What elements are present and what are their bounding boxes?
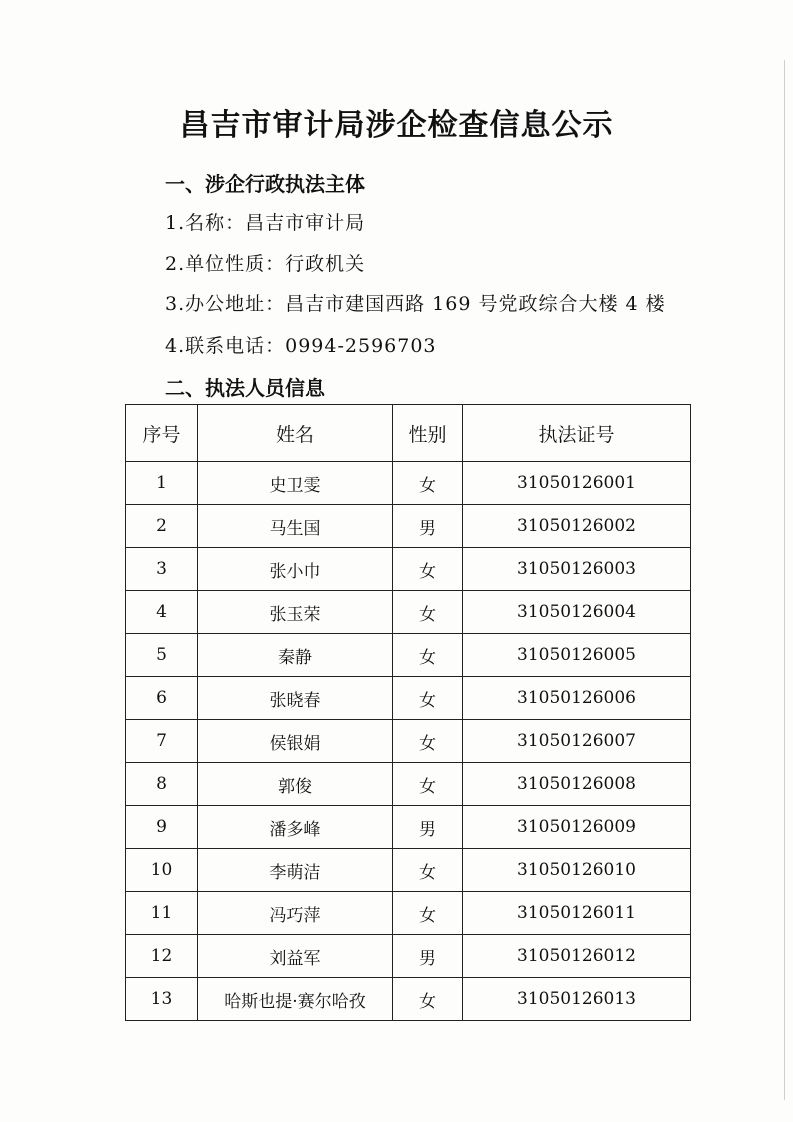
cell-name: 侯银娟: [198, 720, 393, 763]
cell-license-number: 31050126008: [463, 763, 691, 806]
cell-license-number: 31050126005: [463, 634, 691, 677]
cell-index: 13: [126, 978, 198, 1021]
table-row: [126, 591, 691, 634]
cell-gender: 女: [393, 634, 463, 677]
cell-index: 7: [126, 720, 198, 763]
cell-license-number: 31050126006: [463, 677, 691, 720]
table-header-row: [126, 405, 691, 462]
table-row: [126, 806, 691, 849]
table-row: [126, 505, 691, 548]
cell-index: 8: [126, 763, 198, 806]
info-contact-phone: 4.联系电话：0994-2596703: [165, 335, 437, 357]
table-row: [126, 548, 691, 591]
table-row: [126, 677, 691, 720]
cell-index: 6: [126, 677, 198, 720]
cell-license-number: 31050126009: [463, 806, 691, 849]
header-gender: 性别: [393, 405, 463, 462]
cell-name: 刘益军: [198, 935, 393, 978]
header-license-number: 执法证号: [463, 405, 691, 462]
cell-index: 1: [126, 462, 198, 505]
cell-gender: 男: [393, 806, 463, 849]
table-row: [126, 892, 691, 935]
info-name: 1.名称：昌吉市审计局: [165, 212, 366, 234]
cell-license-number: 31050126003: [463, 548, 691, 591]
cell-index: 5: [126, 634, 198, 677]
cell-license-number: 31050126002: [463, 505, 691, 548]
cell-name: 郭俊: [198, 763, 393, 806]
cell-license-number: 31050126012: [463, 935, 691, 978]
table-row: [126, 634, 691, 677]
cell-gender: 女: [393, 978, 463, 1021]
cell-name: 张玉荣: [198, 591, 393, 634]
cell-gender: 女: [393, 849, 463, 892]
cell-name: 哈斯也提·赛尔哈孜: [198, 978, 393, 1021]
cell-name: 张小巾: [198, 548, 393, 591]
cell-gender: 女: [393, 462, 463, 505]
cell-gender: 女: [393, 677, 463, 720]
cell-index: 9: [126, 806, 198, 849]
cell-index: 10: [126, 849, 198, 892]
cell-name: 李萌洁: [198, 849, 393, 892]
cell-license-number: 31050126004: [463, 591, 691, 634]
section-heading-staff-info: 二、执法人员信息: [165, 376, 325, 400]
cell-name: 潘多峰: [198, 806, 393, 849]
cell-gender: 女: [393, 591, 463, 634]
table-row: [126, 978, 691, 1021]
header-index: 序号: [126, 405, 198, 462]
cell-name: 马生国: [198, 505, 393, 548]
document-title: 昌吉市审计局涉企检查信息公示: [179, 108, 614, 143]
cell-name: 秦静: [198, 634, 393, 677]
staff-table: [125, 404, 691, 1021]
table-row: [126, 849, 691, 892]
cell-index: 4: [126, 591, 198, 634]
cell-gender: 男: [393, 505, 463, 548]
scan-edge-line: [784, 60, 785, 1100]
table-row: [126, 720, 691, 763]
cell-gender: 男: [393, 935, 463, 978]
cell-name: 张晓春: [198, 677, 393, 720]
cell-index: 11: [126, 892, 198, 935]
info-office-address: 3.办公地址：昌吉市建国西路 169 号党政综合大楼 4 楼: [165, 293, 666, 315]
header-name: 姓名: [198, 405, 393, 462]
cell-gender: 女: [393, 892, 463, 935]
cell-license-number: 31050126013: [463, 978, 691, 1021]
cell-index: 2: [126, 505, 198, 548]
cell-name: 冯巧萍: [198, 892, 393, 935]
cell-index: 3: [126, 548, 198, 591]
cell-gender: 女: [393, 548, 463, 591]
cell-name: 史卫雯: [198, 462, 393, 505]
section-heading-enforcement-subject: 一、涉企行政执法主体: [165, 172, 365, 196]
cell-license-number: 31050126001: [463, 462, 691, 505]
cell-index: 12: [126, 935, 198, 978]
cell-license-number: 31050126010: [463, 849, 691, 892]
table-row: [126, 935, 691, 978]
cell-gender: 女: [393, 720, 463, 763]
cell-license-number: 31050126007: [463, 720, 691, 763]
cell-gender: 女: [393, 763, 463, 806]
table-row: [126, 462, 691, 505]
info-unit-nature: 2.单位性质：行政机关: [165, 253, 366, 275]
cell-license-number: 31050126011: [463, 892, 691, 935]
table-row: [126, 763, 691, 806]
